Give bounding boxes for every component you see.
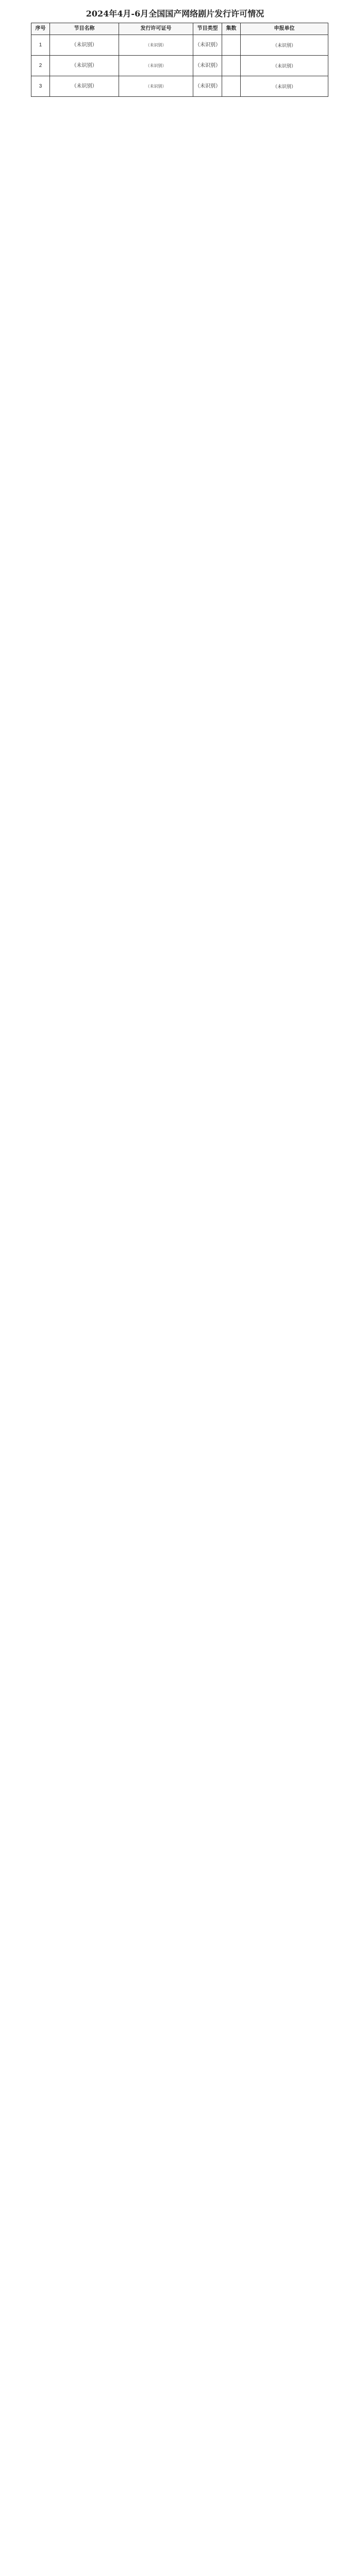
cell-type: （未识别） [193,56,222,76]
col-header-type: 节目类型 [193,23,222,35]
col-header-license: 发行许可证号 [119,23,193,35]
table-row [31,76,328,97]
col-header-episodes: 集数 [222,23,241,35]
cell-license: （未识别） [119,35,193,56]
cell-no: 3 [31,76,50,97]
cell-license: （未识别） [119,76,193,97]
table-row [31,56,328,76]
cell-name: （未识别） [50,76,119,97]
cell-name: （未识别） [50,35,119,56]
cell-type: （未识别） [193,76,222,97]
cell-unit: （未识别） [241,76,328,97]
table-row [31,35,328,56]
cell-no: 2 [31,56,50,76]
table-1 [31,23,328,97]
table-header-row [31,23,328,35]
col-header-no: 序号 [31,23,50,35]
col-header-name: 节目名称 [50,23,119,35]
page-title: 2024年4月-6月全国国产网络剧片发行许可情况 [86,9,264,19]
cell-unit: （未识别） [241,56,328,76]
cell-episodes [222,56,241,76]
cell-episodes [222,35,241,56]
cell-episodes [222,76,241,97]
cell-license: （未识别） [119,56,193,76]
cell-name: （未识别） [50,56,119,76]
cell-type: （未识别） [193,35,222,56]
cell-unit: （未识别） [241,35,328,56]
col-header-unit: 申报单位 [241,23,328,35]
license-table [31,23,328,97]
cell-no: 1 [31,35,50,56]
